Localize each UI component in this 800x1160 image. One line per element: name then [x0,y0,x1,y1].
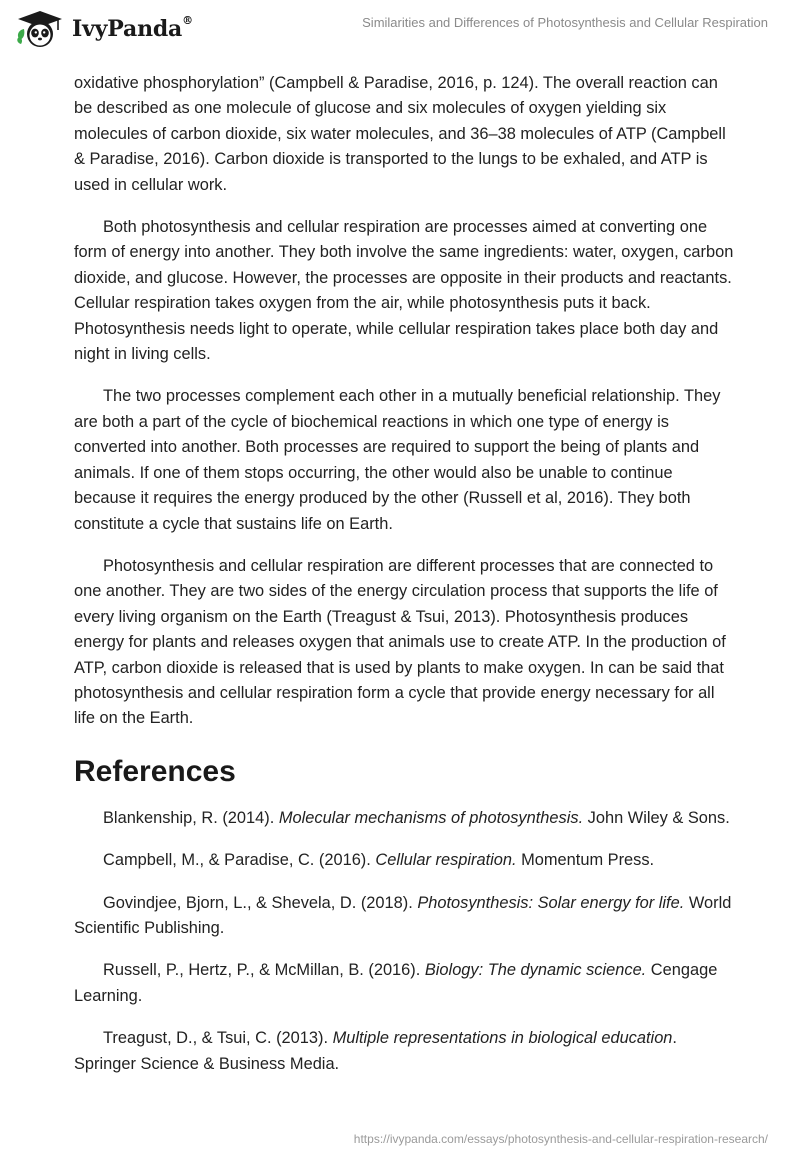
paragraph: Photosynthesis and cellular respiration are different processes that are connected to one another. They are two sides of the energy circulation process that supports the life of every living organism on the Earth (Treagust & Tsui, 2013). Photosynthesis produces energy for plants and releases oxygen that animals use to create ATP. In the production of ATP, carbon dioxide is released that is used by plants to make oxygen. In can be said that photosynthesis and cellular respiration form a cycle that provide energy necessary for all life on the Earth. [74,556,726,728]
reference-item: Russell, P., Hertz, P., & McMillan, B. (2016). Biology: The dynamic science. Cengage Learning. [74,961,718,1005]
document-title: Similarities and Differences of Photosynthesis and Cellular Respiration [362,15,768,30]
paragraph: oxidative phosphorylation” (Campbell & Paradise, 2016, p. 124). The overall reaction can be described as one molecule of glucose and six molecules of oxygen yielding six molecules of carbon dioxide, six water molecules, and 36–38 molecules of ATP (Campbell & Paradise, 2016). Carbon dioxide is transported to the lungs to be exhaled, and ATP is used in cellular work. [74,74,726,194]
references-list [74,806,734,1077]
source-url-link[interactable]: https://ivypanda.com/essays/photosynthesis-and-cellular-respiration-research/ [353,1132,768,1146]
brand-name: IvyPanda® [72,14,193,42]
essay-body [74,71,734,1094]
references-heading: References [74,754,236,788]
panda-logo-icon [14,10,66,48]
reference-item: Treagust, D., & Tsui, C. (2013). Multiple representations in biological education. Springer Science & Business Media. [74,1029,677,1073]
ivypanda-logo[interactable] [14,10,193,48]
reference-item: Blankenship, R. (2014). Molecular mechanisms of photosynthesis. John Wiley & Sons. [103,808,730,827]
paragraph: The two processes complement each other in a mutually beneficial relationship. They are both a part of the cycle of biochemical reactions in which one type of energy is converted into another. Both processes are required to support the being of plants and animals. If one of them stops occurring, the other would also be unable to continue because it requires the energy produced by the other (Russell et al, 2016). They both constitute a cycle that sustains life on Earth. [74,387,721,533]
reference-item: Campbell, M., & Paradise, C. (2016). Cellular respiration. Momentum Press. [103,851,655,870]
reference-item: Govindjee, Bjorn, L., & Shevela, D. (2018). Photosynthesis: Solar energy for life. World Scientific Publishing. [74,893,732,937]
paragraph: Both photosynthesis and cellular respiration are processes aimed at converting one form of energy into another. They both involve the same ingredients: water, oxygen, carbon dioxide, and glucose. However, the processes are opposite in their products and reactants. Cellular respiration takes oxygen from the air, while photosynthesis puts it back. Photosynthesis needs light to operate, while cellular respiration takes place both day and night in living cells. [74,218,734,364]
page-header [0,0,800,60]
